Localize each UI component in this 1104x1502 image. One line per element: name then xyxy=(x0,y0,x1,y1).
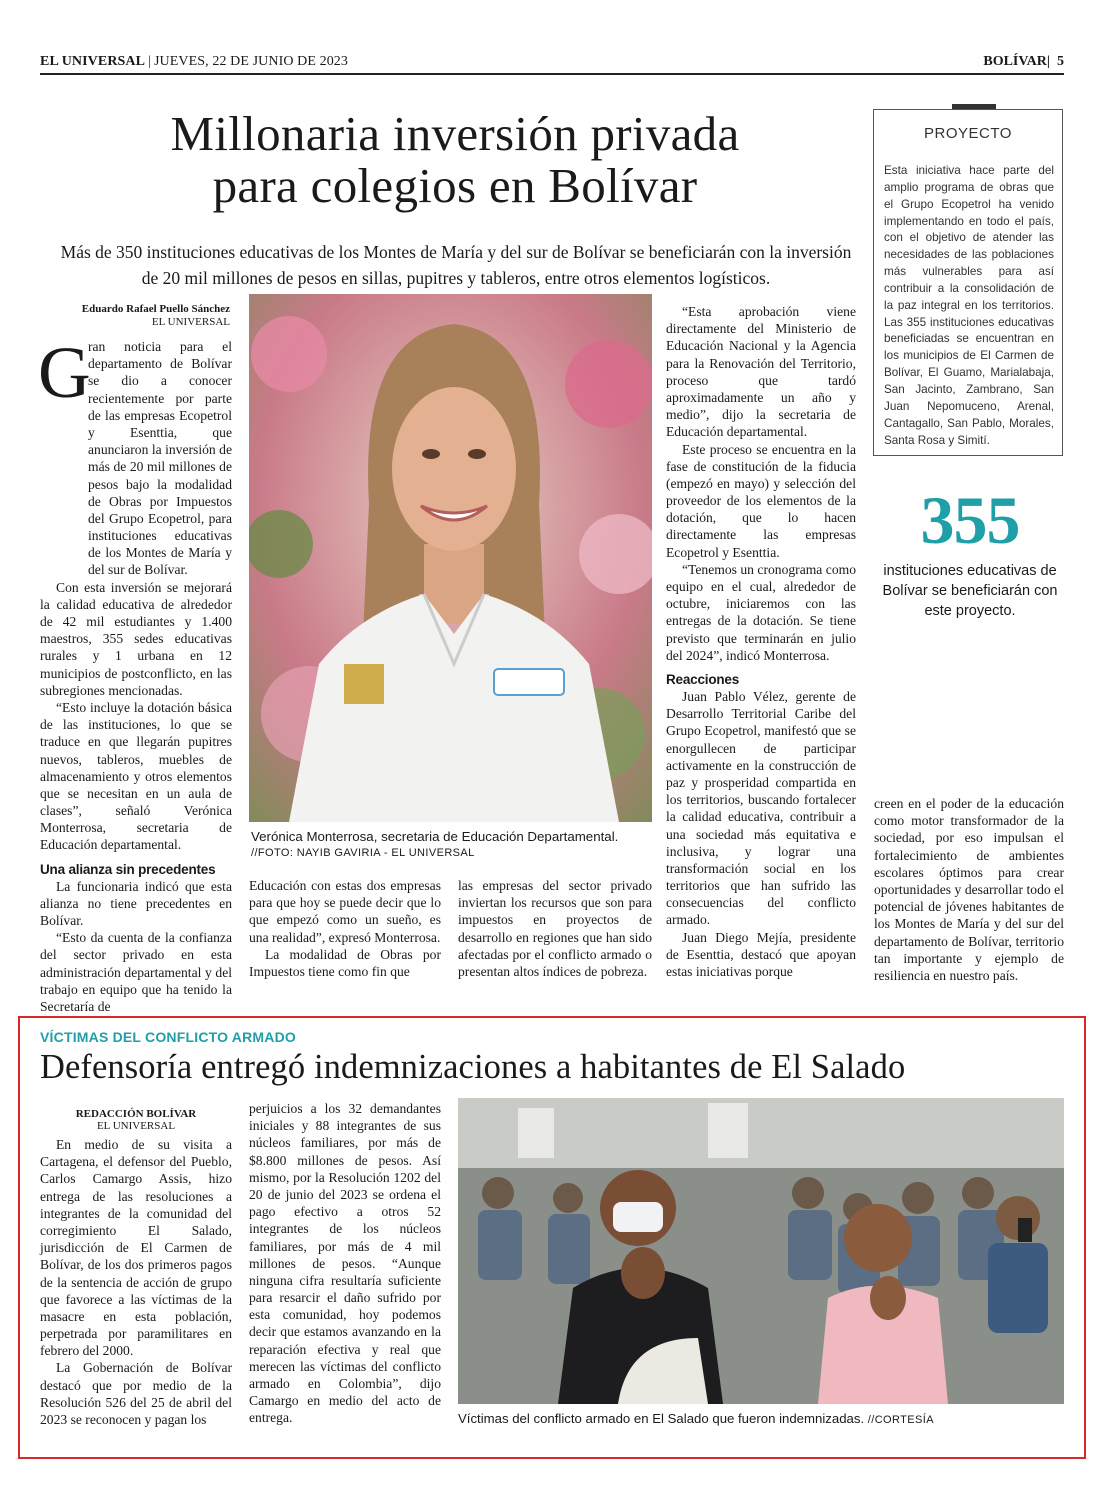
paper-name: EL UNIVERSAL xyxy=(40,54,146,69)
portrait-illustration xyxy=(249,294,652,822)
portrait-photo xyxy=(249,294,652,822)
paragraph: “Esto da cuenta de la confianza del sector privado en esta administración departamental y del trabajo en equipo que ha tenido la Secretaría de xyxy=(40,930,232,1014)
byline-org: EL UNIVERSAL xyxy=(96,1120,176,1132)
paragraph: las empresas del sector privado inviertan los recursos que son para impuestos en proyectos de desarrollo en regiones que han sido afectadas por el conflicto armado o presentan altos índices de pobreza. xyxy=(458,878,652,979)
byline-author: REDACCIÓN BOLÍVAR xyxy=(75,1108,197,1120)
section-label: BOLÍVAR| 5 xyxy=(983,54,1064,69)
paragraph: La modalidad de Obras por Impuestos tiene como fin que xyxy=(249,946,441,979)
paragraph: “Esta aprobación viene directamente del Ministerio de Educación Nacional y la Agencia para la Renovación del Territorio, proceso que tardó aproximadamente un año y medio”, dijo la secretaria de Educación departamental. xyxy=(666,304,856,440)
paragraph-text: ran noticia para el departamento de Bolívar se dio a conocer recientemente por parte de las empresas Ecopetrol y Esenttia, que anunciaron la inversión de más de 20 mil millones de pesos bajo la modalidad de Obras por Impuestos del Grupo Ecopetrol, para instituciones educativas de los Montes de María y del sur de Bolívar. xyxy=(88,339,232,578)
section-subhead: Una alianza sin precedentes xyxy=(40,861,216,877)
article-column-5 xyxy=(874,795,1064,984)
story-column-2 xyxy=(249,1100,441,1427)
photo-credit: //CORTESÍA xyxy=(867,1414,934,1426)
paragraph: En medio de su visita a Cartagena, el defensor del Pueblo, Carlos Camargo Assis, hizo entrega de las resoluciones a integrantes de la comunidad del corregimiento El Salado, jurisdicción de El Carmen de Bolívar, de los dos primeros pagos de la sentencia de acción de grupo que favorece a las víctimas de la masacre en esta población, perpetrada por paramilitares en febrero del 2000. xyxy=(40,1137,232,1359)
byline-author: Eduardo Rafael Puello Sánchez xyxy=(81,303,230,315)
article-column-3 xyxy=(458,877,652,980)
paragraph: “Tenemos un cronograma como equipo en el cual, alrededor de octubre, iniciaremos con las entregas de la dotación. Se tiene previsto que terminarán en julio del 2024”, indicó Monterrosa. xyxy=(666,561,856,663)
paragraph: Educación con estas dos empresas para que hoy se puede decir que lo que empezó como un sueño, es una realidad”, expresó Monterrosa. xyxy=(249,878,441,945)
issue-date: JUEVES, 22 DE JUNIO DE 2023 xyxy=(153,54,349,69)
paragraph: Juan Diego Mejía, presidente de Esenttia, destacó que apoyan estas iniciativas porque xyxy=(666,929,856,979)
paragraph: creen en el poder de la educación como motor transformador de la sociedad, por eso impulsan el fortalecimiento de ambientes escolares óptimos para crear oportunidades y desarrollar todo el potencial de jóvenes habitantes de los Montes de María y del sur del departamento de Bolívar, territorio tan importante y ejemplo de resiliencia en nuestro país. xyxy=(874,796,1064,983)
main-subhead: Más de 350 instituciones educativas de los Montes de María y del sur de Bolívar se beneficiarán con la inversión de 20 mil millones de pesos en sillas, pupitres y tableros, entre otros elementos logísticos. xyxy=(60,242,852,288)
proyecto-text: Esta iniciativa hace parte del amplio programa de obras que el Grupo Ecopetrol ha venido implementando en todo el país, con el objetivo de atender las necesidades de las poblaciones más vulnerables para así contribuir a la consolidación de la paz integral en los territorios. Las 355 instituciones educativas beneficiadas se encuentran en los municipios de El Carmen de Bolívar, El Guamo, Marialabaja, San Jacinto, Zambrano, San Juan Nepomuceno, Arenal, Cantagallo, San Pablo, Morales, Santa Rosa y Simití. xyxy=(884,164,1054,447)
headline-line-2: para colegios en Bolívar xyxy=(212,158,698,214)
victims-photo xyxy=(458,1098,1064,1404)
proyecto-tab xyxy=(952,104,996,109)
article-column-4 xyxy=(666,303,856,980)
photo-credit: //FOTO: NAYIB GAVIRIA - EL UNIVERSAL xyxy=(251,847,475,859)
section-name: BOLÍVAR xyxy=(983,54,1047,69)
story-kicker: VÍCTIMAS DEL CONFLICTO ARMADO xyxy=(40,1029,296,1045)
masthead: EL UNIVERSAL | JUEVES, 22 DE JUNIO DE 2023 xyxy=(40,54,349,69)
header-rule xyxy=(40,73,1064,75)
proyecto-title: PROYECTO xyxy=(924,125,1012,142)
page-number: 5 xyxy=(1057,54,1064,69)
photo-caption xyxy=(458,1411,1064,1426)
big-number: 355 xyxy=(920,482,1020,558)
paragraph: La Gobernación de Bolívar destacó que por medio de la Resolución 526 del 25 de abril del 2023 se reconocen y pagan los xyxy=(40,1360,232,1427)
paragraph xyxy=(38,332,232,579)
article-column-1 xyxy=(38,332,232,1015)
paragraph: Este proceso se encuentra en la fase de constitución de la fiducia (empezó en mayo) y selección del proveedor de los elementos de la dotación, que lo hacen directamente las empresas Ecopetrol y Esenttia. xyxy=(666,441,856,560)
headline-line-1: Millonaria inversión privada xyxy=(170,106,740,161)
paragraph: Juan Pablo Vélez, gerente de Desarrollo Territorial Caribe del Grupo Ecopetrol, manifestó que se enorgullecen de participar activamente en la construcción de paz y prosperidad compartida en los territorios, buscando fortalecer la calidad educativa, contribuir a una sociedad más equitativa e inclusiva, y lograr una transformación social en los territorios que han sufrido las consecuencias del conflicto armado. xyxy=(666,689,856,928)
story-headline: Defensoría entregó indemnizaciones a habitantes de El Salado xyxy=(40,1048,906,1086)
big-number-caption: instituciones educativas de Bolívar se beneficiarán con este proyecto. xyxy=(882,563,1058,619)
byline-org: EL UNIVERSAL xyxy=(151,316,230,328)
caption-text: Víctimas del conflicto armado en El Salado que fueron indemnizadas. xyxy=(458,1411,865,1426)
story-column-1 xyxy=(40,1136,232,1428)
article-column-2 xyxy=(249,877,441,980)
paragraph: La funcionaria indicó que esta alianza no tiene precedentes en Bolívar. xyxy=(40,878,232,929)
paragraph: Con esta inversión se mejorará la calidad educativa de alrededor de 42 mil estudiantes y 1.400 maestros, 355 sedes educativas rurales y 1 urbana en 12 municipios de postconflicto, en las subregiones mencionadas. xyxy=(40,579,232,698)
main-headline xyxy=(60,108,850,213)
section-subhead: Reacciones xyxy=(666,671,740,687)
photo-caption: Verónica Monterrosa, secretaria de Educación Departamental. xyxy=(251,829,619,844)
paragraph: perjuicios a los 32 demandantes iniciales y 88 integrantes de sus núcleos familiares, por más de $8.800 millones de pesos. Así mismo, por la Resolución 1202 del 20 de junio del 2023 se ordena el pago efectivo a otros 52 integrantes de los núcleos familiares, por más de 4 mil millones de pesos. “Aunque ninguna cifra resultaría suficiente para resarcir el daño sufrido por esta comunidad, hoy podemos decir que estamos avanzando en la reparación efectiva y real que merecen las víctimas del conflicto armado en Colombia”, dijo Camargo en medio del acto de entrega. xyxy=(249,1101,441,1426)
paragraph: “Esto incluye la dotación básica de las instituciones, lo que se traduce en que llegarán pupitres nuevos, tableros, muebles de almacenamiento y otros elementos que se necesitan en un aula de clases”, señaló Verónica Monterrosa, secretaria de Educación departamental. xyxy=(40,699,232,853)
crowd-illustration xyxy=(458,1098,1064,1404)
drop-cap: G xyxy=(38,332,91,413)
